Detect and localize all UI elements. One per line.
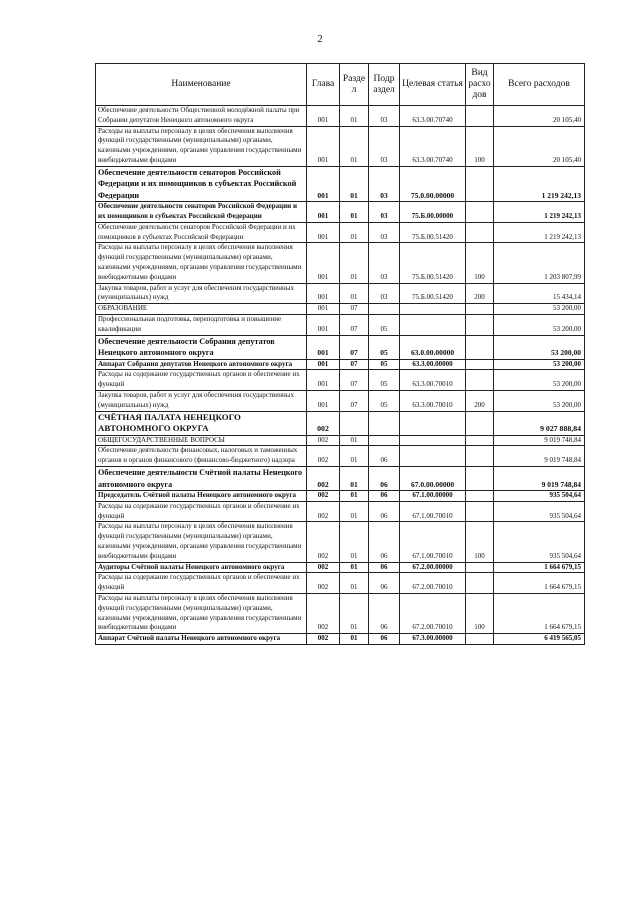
row-chapter: 001 [307, 315, 340, 336]
row-amount: 1 203 807,99 [494, 243, 585, 283]
table-row [96, 467, 585, 491]
row-name: Расходы на выплаты персоналу в целях обеспечения выполнения функций государственными (муниципальными) органами, казенными учреждениями, органами управления государственными внебюджетными фондами [96, 243, 307, 283]
row-name: Расходы на выплаты персоналу в целях обеспечения выполнения функций государственными (муниципальными) органами, казенными учреждениями, органами управления государственными внебюджетными фондами [96, 522, 307, 562]
row-expense-type [466, 467, 494, 491]
row-name: Расходы на содержание государственных органов и обеспечение их функций [96, 501, 307, 522]
row-amount: 53 200,00 [494, 391, 585, 412]
table-row [96, 126, 585, 166]
row-subsection: 06 [369, 491, 400, 502]
row-amount: 1 219 242,13 [494, 166, 585, 202]
row-name: Обеспечение деятельности сенаторов Российской Федерации и их помощников в субъектах Российской Федерации [96, 222, 307, 243]
table-row [96, 222, 585, 243]
row-section: 07 [340, 359, 369, 370]
row-section: 07 [340, 370, 369, 391]
row-chapter: 001 [307, 222, 340, 243]
budget-table [95, 63, 585, 645]
row-section: 01 [340, 202, 369, 223]
row-name: Аудиторы Счётной палаты Ненецкого автономного округа [96, 562, 307, 573]
row-subsection: 05 [369, 370, 400, 391]
row-chapter: 002 [307, 501, 340, 522]
row-name: ОБРАЗОВАНИЕ [96, 304, 307, 315]
table-row [96, 501, 585, 522]
table-row [96, 634, 585, 645]
row-section [340, 411, 369, 435]
row-target [400, 315, 466, 336]
row-chapter: 001 [307, 304, 340, 315]
table-row [96, 593, 585, 633]
header-total: Всего расходов [494, 64, 585, 106]
row-name: Председатель Счётной палаты Ненецкого автономного округа [96, 491, 307, 502]
table-row [96, 202, 585, 223]
row-expense-type: 100 [466, 243, 494, 283]
row-target: 67.1.00.70010 [400, 522, 466, 562]
row-expense-type [466, 370, 494, 391]
row-name: Аппарат Счётной палаты Ненецкого автономного округа [96, 634, 307, 645]
row-chapter: 001 [307, 370, 340, 391]
row-chapter: 001 [307, 126, 340, 166]
row-subsection: 03 [369, 126, 400, 166]
row-subsection: 03 [369, 243, 400, 283]
table-row [96, 315, 585, 336]
row-amount: 20 105,40 [494, 126, 585, 166]
page-number: 2 [317, 33, 323, 45]
row-section: 01 [340, 562, 369, 573]
table-body [96, 106, 585, 645]
row-target [400, 435, 466, 446]
row-target [400, 411, 466, 435]
row-subsection: 05 [369, 391, 400, 412]
row-name: Обеспечение деятельности сенаторов Российской Федерации и их помощников в субъектах Российской Федерации [96, 202, 307, 223]
row-expense-type [466, 222, 494, 243]
row-chapter: 001 [307, 283, 340, 304]
row-target: 75.Б.00.00000 [400, 202, 466, 223]
row-section: 01 [340, 522, 369, 562]
row-name: Обеспечение деятельности Общественной молодёжной палаты при Собрании депутатов Ненецкого автономного округа [96, 106, 307, 127]
row-section: 01 [340, 491, 369, 502]
header-target: Целевая статья [400, 64, 466, 106]
table-row [96, 106, 585, 127]
row-subsection: 03 [369, 106, 400, 127]
row-expense-type: 100 [466, 593, 494, 633]
row-name: Расходы на содержание государственных органов и обеспечение их функций [96, 370, 307, 391]
row-amount: 9 019 748,84 [494, 467, 585, 491]
row-target: 63.3.00.00000 [400, 359, 466, 370]
row-section: 01 [340, 126, 369, 166]
row-target: 75.Б.00.51420 [400, 283, 466, 304]
row-chapter: 002 [307, 411, 340, 435]
row-name: Аппарат Собрания депутатов Ненецкого автономного округа [96, 359, 307, 370]
table-row [96, 446, 585, 467]
row-section: 07 [340, 315, 369, 336]
row-target: 75.Б.00.51420 [400, 243, 466, 283]
row-subsection: 06 [369, 522, 400, 562]
row-target: 67.0.00.00000 [400, 467, 466, 491]
row-subsection: 06 [369, 573, 400, 594]
row-section: 01 [340, 283, 369, 304]
table-row [96, 411, 585, 435]
row-section: 07 [340, 391, 369, 412]
row-amount: 9 019 748,84 [494, 435, 585, 446]
table-row [96, 335, 585, 359]
row-chapter: 002 [307, 435, 340, 446]
row-amount: 1 664 679,15 [494, 593, 585, 633]
row-chapter: 002 [307, 491, 340, 502]
table-row [96, 166, 585, 202]
row-name: Обеспечение деятельности Счётной палаты Ненецкого автономного округа [96, 467, 307, 491]
row-expense-type [466, 501, 494, 522]
row-name: Обеспечение деятельности сенаторов Российской Федерации и их помощников в субъектах Российской Федерации [96, 166, 307, 202]
row-subsection: 06 [369, 593, 400, 633]
row-subsection: 06 [369, 634, 400, 645]
row-subsection: 06 [369, 501, 400, 522]
row-chapter: 002 [307, 522, 340, 562]
row-amount: 53 200,00 [494, 315, 585, 336]
row-target: 63.3.00.70010 [400, 391, 466, 412]
table-row [96, 391, 585, 412]
row-name: Расходы на выплаты персоналу в целях обеспечения выполнения функций государственными (муниципальными) органами, казенными учреждениями, органами управления государственными внебюджетными фондами [96, 126, 307, 166]
row-expense-type [466, 202, 494, 223]
row-subsection: 03 [369, 283, 400, 304]
header-name: Наименование [96, 64, 307, 106]
row-amount: 53 200,00 [494, 304, 585, 315]
row-expense-type: 200 [466, 391, 494, 412]
row-amount: 53 200,00 [494, 370, 585, 391]
row-target: 75.0.00.00000 [400, 166, 466, 202]
row-expense-type [466, 166, 494, 202]
row-target: 67.2.00.70010 [400, 593, 466, 633]
row-name: Закупка товаров, работ и услуг для обеспечения государственных (муниципальных) нужд [96, 283, 307, 304]
table-row [96, 573, 585, 594]
row-subsection: 05 [369, 335, 400, 359]
row-subsection: 06 [369, 562, 400, 573]
row-expense-type [466, 411, 494, 435]
header-subsection: Подр аздел [369, 64, 400, 106]
row-amount: 1 664 679,15 [494, 573, 585, 594]
table-row [96, 243, 585, 283]
row-expense-type [466, 106, 494, 127]
row-chapter: 001 [307, 391, 340, 412]
row-name: Профессиональная подготовка, переподготовка и повышение квалификации [96, 315, 307, 336]
row-chapter: 002 [307, 593, 340, 633]
row-expense-type [466, 562, 494, 573]
row-target: 67.2.00.00000 [400, 562, 466, 573]
row-subsection: 03 [369, 202, 400, 223]
header-row [96, 64, 585, 106]
row-section: 01 [340, 501, 369, 522]
row-target: 67.1.00.00000 [400, 491, 466, 502]
row-target: 63.3.00.70740 [400, 106, 466, 127]
row-name: Закупка товаров, работ и услуг для обеспечения государственных (муниципальных) нужд [96, 391, 307, 412]
row-expense-type [466, 335, 494, 359]
row-amount: 1 219 242,13 [494, 202, 585, 223]
row-name: ОБЩЕГОСУДАРСТВЕННЫЕ ВОПРОСЫ [96, 435, 307, 446]
row-section: 01 [340, 573, 369, 594]
row-section: 01 [340, 634, 369, 645]
table-row [96, 304, 585, 315]
table-row [96, 491, 585, 502]
row-chapter: 002 [307, 446, 340, 467]
row-subsection: 03 [369, 222, 400, 243]
row-subsection: 05 [369, 359, 400, 370]
row-target [400, 446, 466, 467]
table-row [96, 283, 585, 304]
row-subsection: 05 [369, 315, 400, 336]
row-name: Обеспечение деятельности Собрания депутатов Ненецкого автономного округа [96, 335, 307, 359]
row-chapter: 002 [307, 467, 340, 491]
row-expense-type [466, 446, 494, 467]
row-section: 01 [340, 106, 369, 127]
row-expense-type [466, 304, 494, 315]
row-amount: 935 504,64 [494, 501, 585, 522]
row-section: 01 [340, 243, 369, 283]
table-row [96, 370, 585, 391]
row-name: Расходы на выплаты персоналу в целях обеспечения выполнения функций государственными (муниципальными) органами, казенными учреждениями, органами управления государственными внебюджетными фондами [96, 593, 307, 633]
row-subsection: 03 [369, 166, 400, 202]
row-target: 63.3.00.70010 [400, 370, 466, 391]
row-section: 01 [340, 593, 369, 633]
row-chapter: 001 [307, 166, 340, 202]
row-chapter: 002 [307, 573, 340, 594]
row-amount: 53 200,00 [494, 359, 585, 370]
row-name: Расходы на содержание государственных органов и обеспечение их функций [96, 573, 307, 594]
row-name: СЧЁТНАЯ ПАЛАТА НЕНЕЦКОГО АВТОНОМНОГО ОКРУГА [96, 411, 307, 435]
row-expense-type: 100 [466, 126, 494, 166]
row-subsection [369, 411, 400, 435]
row-amount: 20 105,40 [494, 106, 585, 127]
row-target: 63.3.00.70740 [400, 126, 466, 166]
row-expense-type [466, 491, 494, 502]
row-amount: 935 504,64 [494, 522, 585, 562]
table-row [96, 562, 585, 573]
row-subsection: 06 [369, 467, 400, 491]
row-target [400, 304, 466, 315]
row-amount: 1 219 242,13 [494, 222, 585, 243]
row-amount: 6 419 565,05 [494, 634, 585, 645]
row-amount: 9 019 748,84 [494, 446, 585, 467]
row-section: 01 [340, 446, 369, 467]
row-amount: 1 664 679,15 [494, 562, 585, 573]
row-section: 01 [340, 222, 369, 243]
row-target: 67.3.00.00000 [400, 634, 466, 645]
row-chapter: 002 [307, 562, 340, 573]
row-target: 67.1.00.70010 [400, 501, 466, 522]
row-section: 07 [340, 304, 369, 315]
row-section: 01 [340, 467, 369, 491]
row-amount: 935 504,64 [494, 491, 585, 502]
row-expense-type [466, 359, 494, 370]
row-target: 67.2.00.70010 [400, 573, 466, 594]
row-target: 63.0.00.00000 [400, 335, 466, 359]
row-amount: 53 200,00 [494, 335, 585, 359]
row-subsection [369, 304, 400, 315]
row-amount: 9 027 888,84 [494, 411, 585, 435]
row-amount: 15 434,14 [494, 283, 585, 304]
row-expense-type [466, 573, 494, 594]
row-name: Обеспечение деятельности финансовых, налоговых и таможенных органов и органов финансового (финансово-бюджетного) надзора [96, 446, 307, 467]
row-chapter: 001 [307, 202, 340, 223]
row-chapter: 001 [307, 359, 340, 370]
row-subsection: 06 [369, 446, 400, 467]
table-row [96, 522, 585, 562]
row-target: 75.Б.00.51420 [400, 222, 466, 243]
row-expense-type [466, 435, 494, 446]
row-section: 07 [340, 335, 369, 359]
row-chapter: 001 [307, 335, 340, 359]
row-section: 01 [340, 166, 369, 202]
row-subsection [369, 435, 400, 446]
row-expense-type: 200 [466, 283, 494, 304]
header-chapter: Глава [307, 64, 340, 106]
row-section: 01 [340, 435, 369, 446]
row-chapter: 001 [307, 106, 340, 127]
row-chapter: 002 [307, 634, 340, 645]
table-row [96, 435, 585, 446]
row-expense-type [466, 315, 494, 336]
row-expense-type [466, 634, 494, 645]
table-row [96, 359, 585, 370]
row-expense-type: 100 [466, 522, 494, 562]
header-type: Вид расхо дов [466, 64, 494, 106]
header-section: Разде л [340, 64, 369, 106]
row-chapter: 001 [307, 243, 340, 283]
